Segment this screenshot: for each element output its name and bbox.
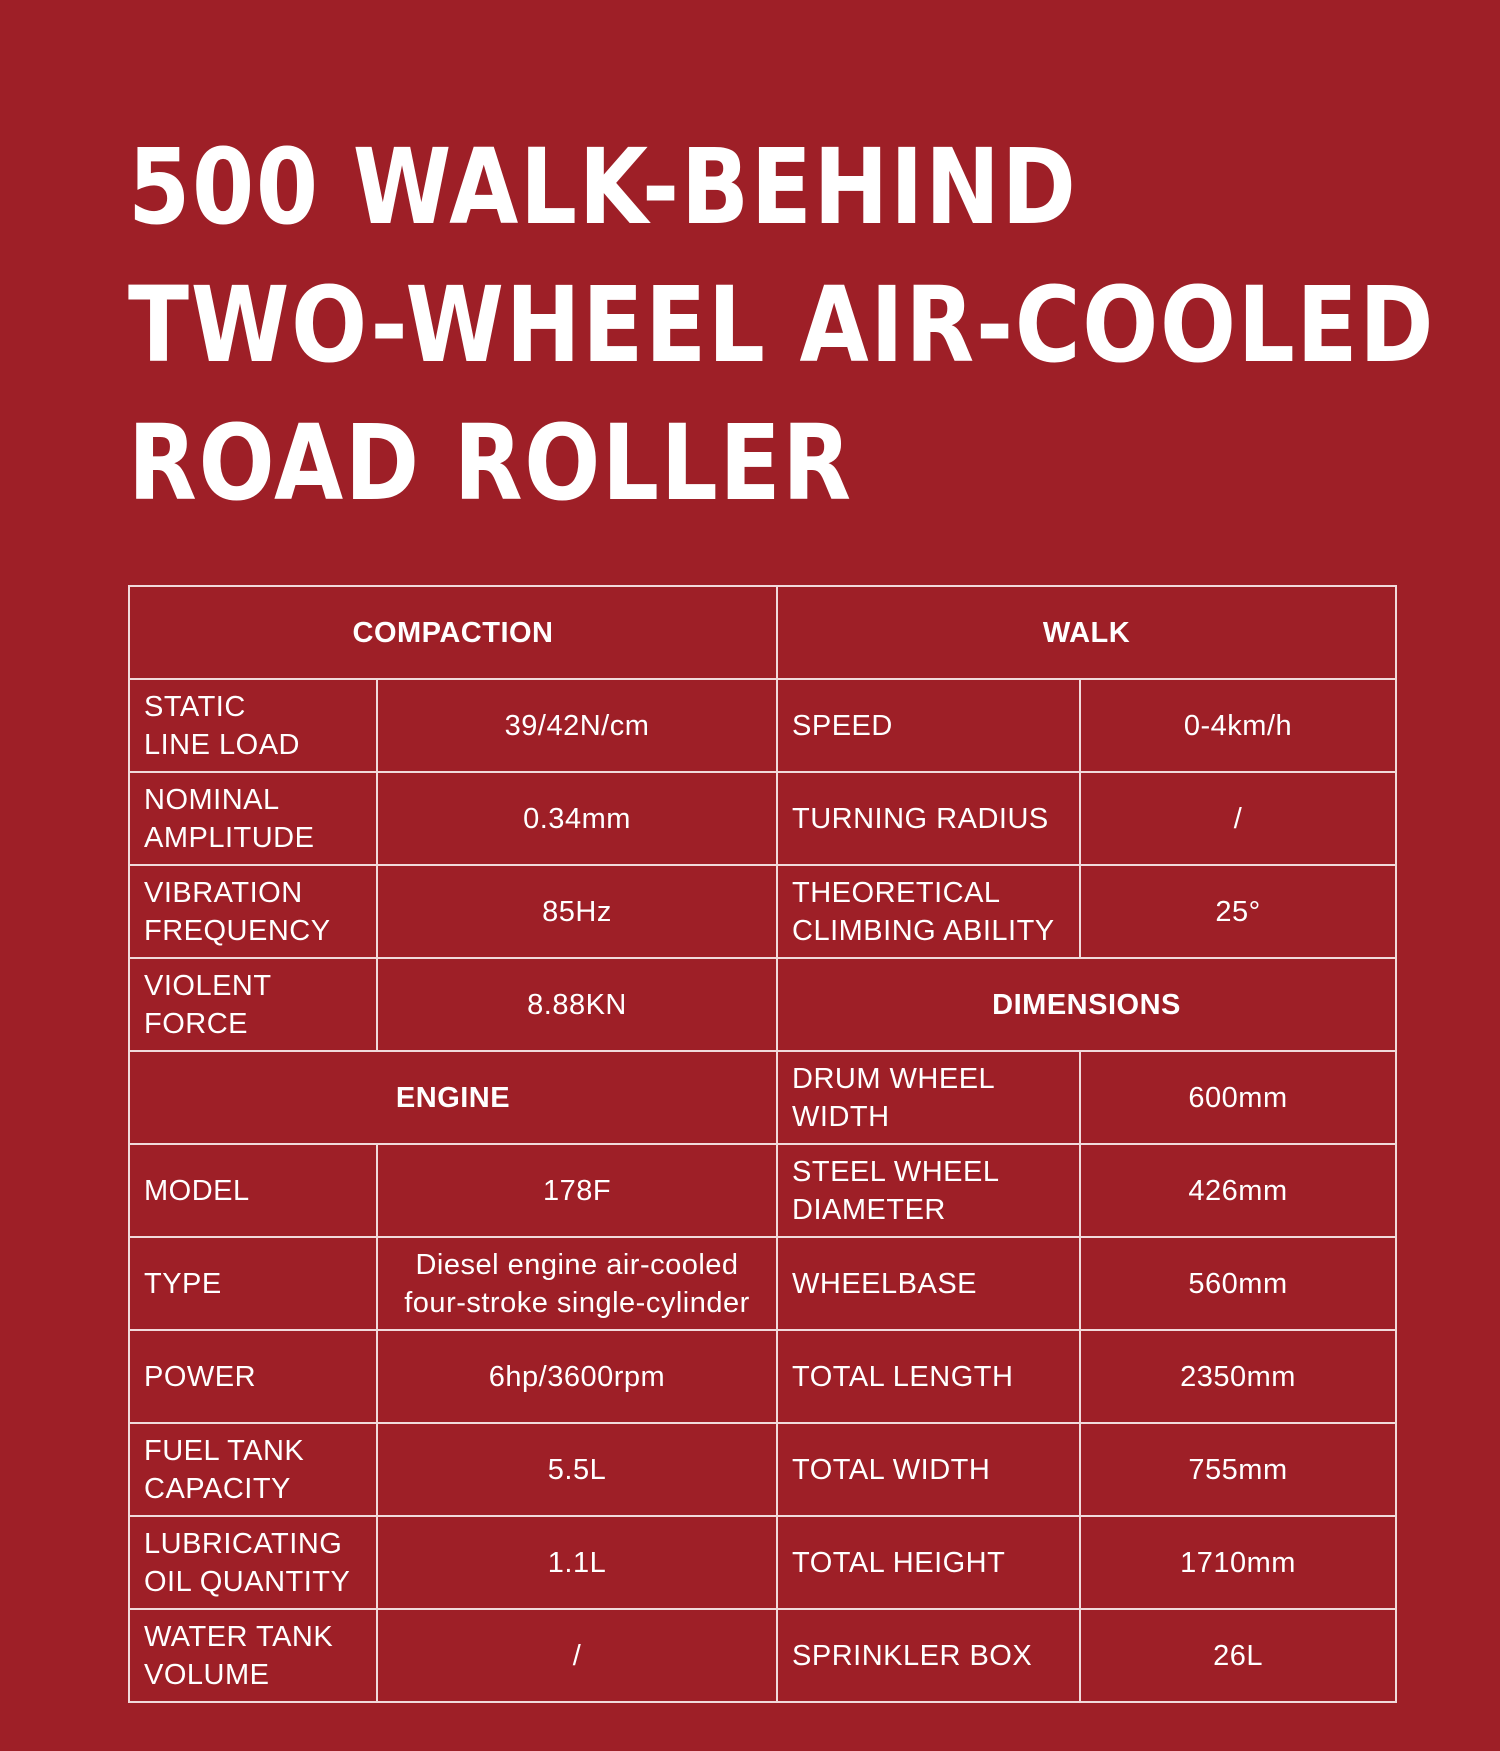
spec-value-water-tank: / <box>377 1609 777 1702</box>
spec-label-total-length: TOTAL LENGTH <box>777 1330 1080 1423</box>
spec-value-lubricating-oil: 1.1L <box>377 1516 777 1609</box>
spec-label-fuel-tank: FUEL TANK CAPACITY <box>129 1423 377 1516</box>
spec-label-drum-wheel-width: DRUM WHEEL WIDTH <box>777 1051 1080 1144</box>
table-row <box>129 1609 1396 1702</box>
spec-value-nominal-amplitude: 0.34mm <box>377 772 777 865</box>
spec-value-total-length: 2350mm <box>1080 1330 1396 1423</box>
table-row <box>129 1144 1396 1237</box>
section-header-engine: ENGINE <box>129 1051 777 1144</box>
spec-label-lubricating-oil: LUBRICATING OIL QUANTITY <box>129 1516 377 1609</box>
spec-value-static-line-load: 39/42N/cm <box>377 679 777 772</box>
spec-label-nominal-amplitude: NOMINAL AMPLITUDE <box>129 772 377 865</box>
spec-label-water-tank: WATER TANK VOLUME <box>129 1609 377 1702</box>
spec-value-climbing-ability: 25° <box>1080 865 1396 958</box>
spec-label-power: POWER <box>129 1330 377 1423</box>
spec-label-vibration-frequency: VIBRATION FREQUENCY <box>129 865 377 958</box>
section-header-walk: WALK <box>777 586 1396 679</box>
spec-value-model: 178F <box>377 1144 777 1237</box>
section-header-dimensions: DIMENSIONS <box>777 958 1396 1051</box>
title-line-2: TWO-WHEEL AIR-COOLED <box>128 264 1436 386</box>
spec-value-turning-radius: / <box>1080 772 1396 865</box>
page-title <box>128 118 1435 532</box>
spec-value-sprinkler-box: 26L <box>1080 1609 1396 1702</box>
table-row <box>129 865 1396 958</box>
spec-label-type: TYPE <box>129 1237 377 1330</box>
spec-value-power: 6hp/3600rpm <box>377 1330 777 1423</box>
table-row <box>129 679 1396 772</box>
spec-label-static-line-load: STATIC LINE LOAD <box>129 679 377 772</box>
spec-label-steel-wheel-diameter: STEEL WHEEL DIAMETER <box>777 1144 1080 1237</box>
spec-value-speed: 0-4km/h <box>1080 679 1396 772</box>
spec-label-total-width: TOTAL WIDTH <box>777 1423 1080 1516</box>
spec-label-climbing-ability: THEORETICAL CLIMBING ABILITY <box>777 865 1080 958</box>
spec-value-type: Diesel engine air-cooled four-stroke single-cylinder <box>377 1237 777 1330</box>
title-line-3: ROAD ROLLER <box>128 402 853 524</box>
spec-value-vibration-frequency: 85Hz <box>377 865 777 958</box>
table-row <box>129 1051 1396 1144</box>
spec-label-sprinkler-box: SPRINKLER BOX <box>777 1609 1080 1702</box>
spec-value-total-height: 1710mm <box>1080 1516 1396 1609</box>
spec-value-fuel-tank: 5.5L <box>377 1423 777 1516</box>
table-row <box>129 586 1396 679</box>
spec-label-turning-radius: TURNING RADIUS <box>777 772 1080 865</box>
spec-table <box>128 585 1397 1703</box>
spec-label-model: MODEL <box>129 1144 377 1237</box>
table-row <box>129 1423 1396 1516</box>
table-row <box>129 1237 1396 1330</box>
table-row <box>129 958 1396 1051</box>
spec-value-steel-wheel-diameter: 426mm <box>1080 1144 1396 1237</box>
table-row <box>129 1330 1396 1423</box>
spec-value-wheelbase: 560mm <box>1080 1237 1396 1330</box>
spec-value-drum-wheel-width: 600mm <box>1080 1051 1396 1144</box>
spec-label-total-height: TOTAL HEIGHT <box>777 1516 1080 1609</box>
spec-value-total-width: 755mm <box>1080 1423 1396 1516</box>
spec-label-speed: SPEED <box>777 679 1080 772</box>
title-line-1: 500 WALK-BEHIND <box>128 126 1078 248</box>
spec-label-wheelbase: WHEELBASE <box>777 1237 1080 1330</box>
spec-value-violent-force: 8.88KN <box>377 958 777 1051</box>
table-row <box>129 1516 1396 1609</box>
section-header-compaction: COMPACTION <box>129 586 777 679</box>
table-row <box>129 772 1396 865</box>
spec-label-violent-force: VIOLENT FORCE <box>129 958 377 1051</box>
